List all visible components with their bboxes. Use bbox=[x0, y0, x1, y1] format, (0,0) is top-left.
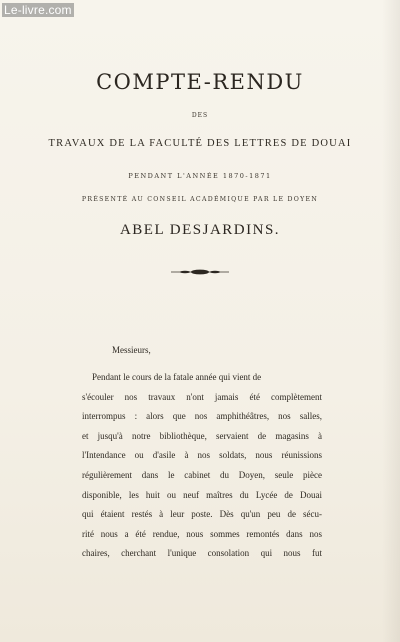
author-name: ABEL DESJARDINS. bbox=[119, 222, 281, 238]
body-line: rité nous a été rendue, nous sommes remontés dans nos bbox=[82, 528, 322, 539]
body-line: régulièrement dans le cabinet du Doyen, seule pièce bbox=[82, 469, 322, 480]
body-line: l'Intendance ou d'asile à nos soldats, nous réunissions bbox=[82, 450, 322, 461]
watermark: Le-livre.com bbox=[4, 3, 72, 17]
body-line: interrompus : alors que nos amphithéâtres, nos salles, bbox=[82, 411, 322, 422]
body-paragraph bbox=[82, 368, 322, 564]
body-line: disponible, les huit ou neuf maîtres du Lycée de Douai bbox=[82, 489, 322, 500]
body-line: et jusqu'à notre bibliothèque, servaient de magasins à bbox=[82, 430, 322, 441]
body-line: qui étaient restés à leur poste. Dès qu'un peu de sécu- bbox=[82, 509, 322, 520]
ornament-divider-icon bbox=[171, 268, 229, 276]
subtitle-presented-by: PRÉSENTÉ AU CONSEIL ACADÉMIQUE PAR LE DOYEN bbox=[81, 196, 319, 203]
salutation: Messieurs, bbox=[112, 345, 151, 355]
body-line: s'écouler nos travaux n'ont jamais été complètement bbox=[82, 391, 322, 402]
subtitle-travaux: TRAVAUX DE LA FACULTÉ DES LETTRES DE DOUAI bbox=[48, 138, 352, 149]
body-line: Pendant le cours de la fatale année qui vient de bbox=[92, 372, 262, 382]
subtitle-des: DES bbox=[191, 112, 209, 119]
document-title: COMPTE-RENDU bbox=[96, 70, 304, 94]
subtitle-period: PENDANT L'ANNÉE 1870-1871 bbox=[128, 172, 272, 180]
body-line: chaires, cherchant l'unique consolation qui nous fut bbox=[82, 548, 322, 559]
page-edge-shadow bbox=[382, 0, 400, 642]
